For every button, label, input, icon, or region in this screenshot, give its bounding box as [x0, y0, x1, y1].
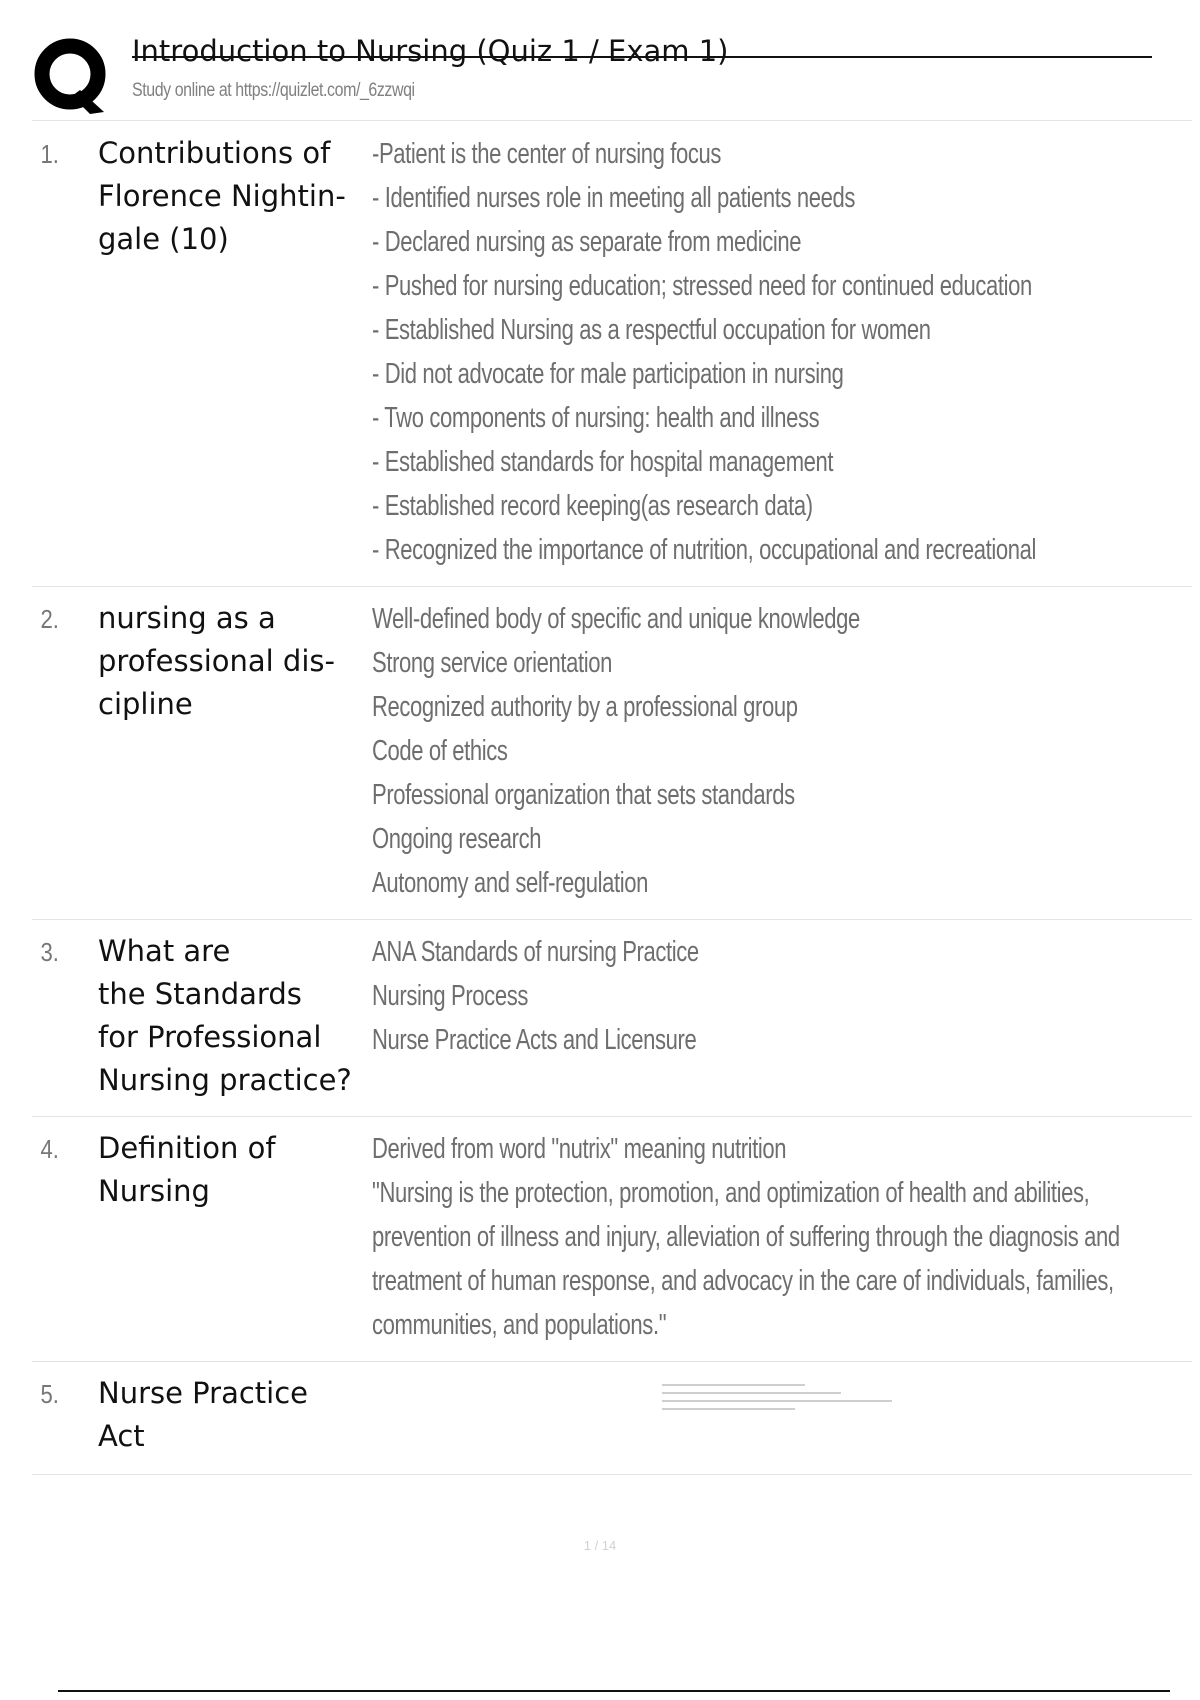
term-line: What are — [98, 934, 231, 968]
page-title: Introduction to Nursing (Quiz 1 / Exam 1) — [132, 34, 729, 68]
card-term — [98, 132, 372, 572]
quizlet-logo-icon — [32, 36, 112, 116]
definition-line: Code of ethics — [372, 735, 508, 767]
definition-line: "Nursing is the protection, promotion, and optimization of health and abilities, — [372, 1177, 1090, 1209]
term-line: Contributions of — [98, 136, 331, 170]
definition-line: -Patient is the center of nursing focus — [372, 138, 722, 170]
card-number: 4. — [40, 1134, 59, 1164]
term-line: Act — [98, 1419, 145, 1453]
definition-line: Recognized authority by a professional group — [372, 691, 798, 723]
card-definition — [372, 930, 1192, 1102]
study-online-link[interactable]: Study online at https://quizlet.com/_6zzwqi — [132, 80, 415, 101]
card-term — [98, 930, 372, 1102]
term-line: nursing as a — [98, 601, 276, 635]
definition-line: - Did not advocate for male participation in nursing — [372, 358, 844, 390]
term-line: Nursing — [98, 1174, 210, 1208]
term-line: Nursing practice? — [98, 1063, 352, 1097]
definition-line: - Two components of nursing: health and illness — [372, 402, 820, 434]
definition-line: Professional organization that sets standards — [372, 779, 795, 811]
card-number: 1. — [40, 139, 59, 169]
card-number: 5. — [40, 1379, 59, 1409]
definition-line: treatment of human response, and advocacy in the care of individuals, families, — [372, 1265, 1114, 1297]
card-definition — [372, 132, 1200, 572]
definition-line: - Identified nurses role in meeting all patients needs — [372, 182, 856, 214]
page-header — [32, 30, 1192, 121]
card-definition — [372, 1127, 1200, 1347]
definition-line: - Recognized the importance of nutrition, occupational and recreational — [372, 534, 1037, 566]
term-line: the Standards — [98, 977, 302, 1011]
flashcard — [32, 587, 1192, 920]
term-line: Nurse Practice — [98, 1376, 308, 1410]
card-term — [98, 1372, 372, 1460]
definition-line: Well-defined body of specific and unique knowledge — [372, 603, 860, 635]
definition-line: - Established Nursing as a respectful occupation for women — [372, 314, 931, 346]
flashcard — [32, 920, 1192, 1117]
definition-line: - Established standards for hospital management — [372, 446, 834, 478]
definition-line: Ongoing research — [372, 823, 542, 855]
card-number: 2. — [40, 604, 59, 634]
card-term — [98, 597, 372, 905]
definition-line: - Declared nursing as separate from medicine — [372, 226, 802, 258]
term-line: Definition of — [98, 1131, 276, 1165]
footer-rule — [58, 1690, 1170, 1692]
definition-line: Derived from word "nutrix" meaning nutrition — [372, 1133, 787, 1165]
definition-line: communities, and populations." — [372, 1309, 667, 1341]
card-term — [98, 1127, 372, 1347]
term-line: cipline — [98, 687, 193, 721]
term-line: gale (10) — [98, 222, 229, 256]
definition-line: prevention of illness and injury, alleviation of suffering through the diagnosis and — [372, 1221, 1120, 1253]
flashcard-list — [32, 122, 1192, 1475]
definition-image — [372, 1372, 1192, 1416]
card-definition — [372, 597, 1192, 905]
definition-line: - Pushed for nursing education; stressed need for continued education — [372, 270, 1032, 302]
title-strike-rule — [132, 56, 1152, 58]
definition-line: ANA Standards of nursing Practice — [372, 936, 699, 968]
card-definition — [372, 1372, 1192, 1460]
flashcard — [32, 122, 1192, 587]
definition-line: Strong service orientation — [372, 647, 613, 679]
page-indicator: 1 / 14 — [583, 1538, 617, 1553]
term-line: professional dis- — [98, 644, 335, 678]
definition-line: Nursing Process — [372, 980, 528, 1012]
definition-line: Autonomy and self-regulation — [372, 867, 649, 899]
definition-line: Nurse Practice Acts and Licensure — [372, 1024, 697, 1056]
definition-line: - Established record keeping(as research data) — [372, 490, 813, 522]
card-number: 3. — [40, 937, 59, 967]
term-line: Florence Nightin- — [98, 179, 346, 213]
definition-image-thumbnail — [662, 1384, 892, 1416]
term-line: for Professional — [98, 1020, 322, 1054]
flashcard — [32, 1117, 1192, 1362]
flashcard — [32, 1362, 1192, 1475]
